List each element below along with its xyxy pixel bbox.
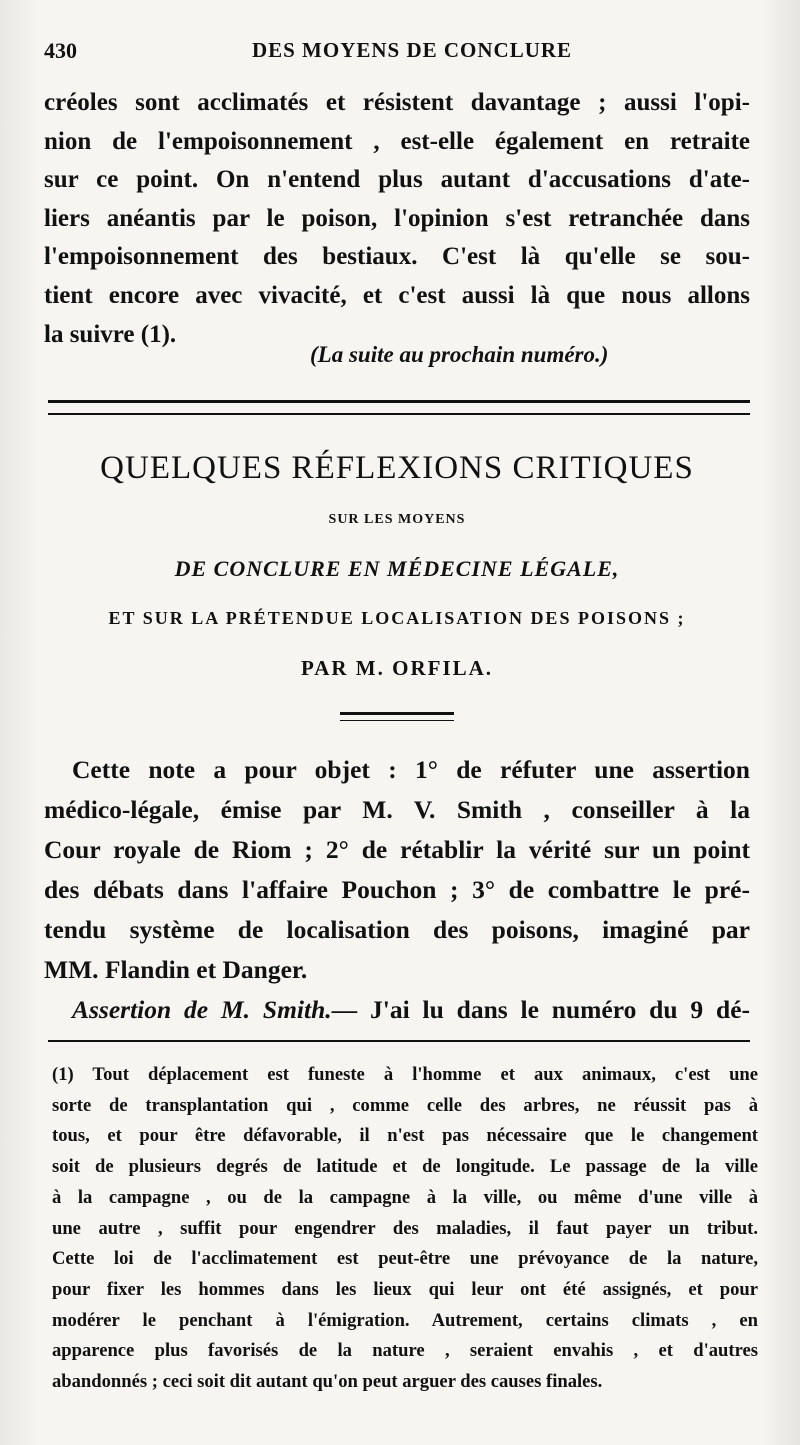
article-subtitle-2: DE CONCLURE EN MÉDECINE LÉGALE, — [174, 556, 620, 581]
text-line: sur ce point. On n'entend plus autant d'accusations d'ate- — [44, 166, 750, 194]
assertion-line — [44, 990, 750, 1030]
footnote-line: (1) Tout déplacement est funeste à l'homme et aux animaux, c'est une — [52, 1064, 758, 1085]
intro-paragraph — [44, 750, 750, 1030]
footnote-line: sorte de transplantation qui , comme celle des arbres, ne réussit pas à — [52, 1094, 758, 1116]
assertion-text: — J'ai lu dans le numéro du 9 dé- — [331, 995, 751, 1024]
text-line: la suivre (1). — [44, 320, 177, 348]
running-title: DES MOYENS DE CONCLURE — [251, 38, 573, 62]
page-number: 430 — [44, 38, 77, 63]
section-divider — [48, 400, 750, 415]
footnote-line: abandonnés ; ceci soit dit autant qu'on peut arguer des causes finales. — [52, 1371, 603, 1393]
footnote-line: Cette loi de l'acclimatement est peut-être une prévoyance de la nature, — [52, 1248, 758, 1270]
text-line: Cette note a pour objet : 1° de réfuter une assertion — [72, 755, 750, 784]
article-subtitle-1: SUR LES MOYENS — [328, 512, 466, 527]
footnote-line: modérer le penchant à l'émigration. Autrement, certains climats , en — [52, 1309, 758, 1331]
text-line: liers anéantis par le poison, l'opinion s'est retranchée dans — [44, 204, 750, 232]
footnote-line: tous, et pour être défavorable, il n'est pas nécessaire que le changement — [52, 1125, 758, 1147]
article-title: QUELQUES RÉFLEXIONS CRITIQUES — [100, 450, 694, 486]
footnote-line: une autre , suffit pour engendrer des maladies, il faut payer un tribut. — [52, 1217, 758, 1239]
text-line: Cour royale de Riom ; 2° de rétablir la vérité sur un point — [44, 835, 750, 864]
footnote-line: à la campagne , ou de la campagne à la ville, ou même d'une ville à — [52, 1186, 758, 1208]
footnote-rule — [48, 1040, 750, 1042]
article-byline: PAR M. ORFILA. — [300, 656, 494, 680]
footnote-line: pour fixer les hommes dans les lieux qui leur ont été assignés, et pour — [52, 1278, 758, 1300]
footnote-line: soit de plusieurs degrés de latitude et de longitude. Le passage de la ville — [52, 1156, 758, 1178]
text-line: tient encore avec vivacité, et c'est aussi là que nous allons — [44, 281, 750, 309]
assertion-label: Assertion de M. Smith. — [72, 995, 332, 1024]
text-line: créoles sont acclimatés et résistent davantage ; aussi l'opi- — [44, 89, 750, 116]
text-line: tendu système de localisation des poisons, imaginé par — [44, 915, 750, 944]
text-line: l'empoisonnement des bestiaux. C'est là qu'elle se sou- — [44, 243, 750, 271]
article-subtitle-3: ET SUR LA PRÉTENDUE LOCALISATION DES POISONS ; — [108, 608, 686, 628]
running-header — [44, 38, 750, 72]
text-line: MM. Flandin et Danger. — [44, 955, 308, 984]
text-line: des débats dans l'affaire Pouchon ; 3° de combattre le pré- — [44, 875, 750, 904]
to-be-continued-note: (La suite au prochain numéro.) — [310, 342, 609, 367]
text-line: médico-légale, émise par M. V. Smith , conseiller à la — [44, 795, 750, 824]
footnote — [52, 1060, 758, 1398]
text-line: nion de l'empoisonnement , est-elle également en retraite — [44, 127, 750, 155]
top-paragraph — [44, 84, 750, 354]
footnote-line: apparence plus favorisés de la nature , seraient envahis , et d'autres — [52, 1340, 758, 1362]
title-rule — [340, 712, 454, 721]
